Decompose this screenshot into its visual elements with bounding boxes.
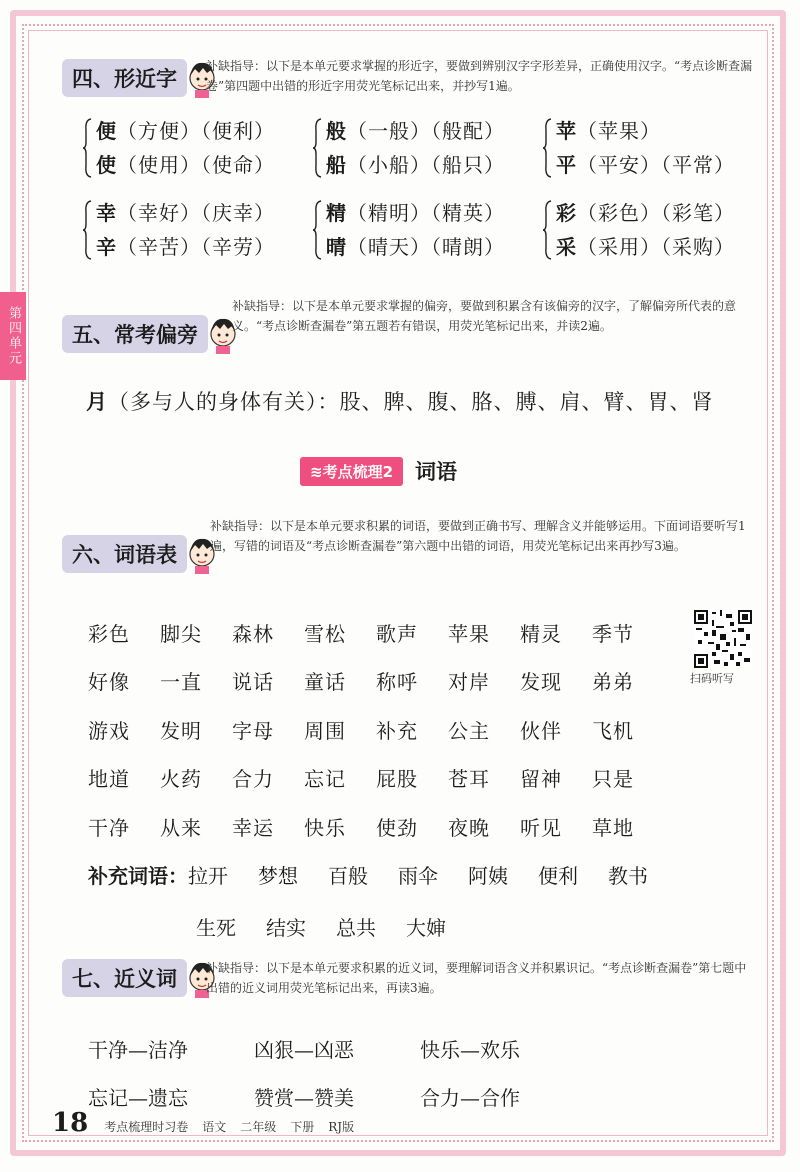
vocab-word: 对岸: [448, 670, 490, 695]
vocab-word: 只是: [592, 767, 634, 792]
section7-header: [62, 958, 219, 998]
similar-char: 苹: [556, 119, 577, 143]
vocab-word: 使劲: [376, 815, 418, 840]
similar-char-row: [96, 114, 275, 148]
supplementary-words: [88, 848, 678, 952]
vocab-word: 说话: [232, 670, 274, 695]
similar-char-group: [556, 196, 735, 264]
similar-char-words: （晴天）（晴朗）: [347, 235, 505, 259]
similar-char-words: （彩色）（彩笔）: [577, 201, 735, 225]
word-row: [88, 705, 664, 754]
similar-char-row: [326, 196, 505, 230]
page-footer: [52, 1108, 368, 1138]
similar-char-words: （方便）（便利）: [117, 119, 275, 143]
vocab-word: 游戏: [88, 718, 130, 743]
vocab-word: 火药: [160, 767, 202, 792]
section6-title: 六、词语表: [62, 535, 187, 573]
supp-word: 大婶: [406, 915, 446, 940]
supp-word: 教书: [608, 863, 648, 888]
radical-char: 月: [86, 389, 108, 414]
section7-guide: 补缺指导：以下是本单元要求积累的近义词，要理解词语含义并积累识记。“考点诊断查漏卷”第七题中出错的近义词用荧光笔标记出来，再读3遍。: [206, 961, 747, 995]
similar-char: 精: [326, 201, 347, 225]
kd-label: ≋考点梳理2: [300, 457, 403, 486]
vocab-word: 草地: [592, 815, 634, 840]
word-table: [88, 608, 664, 851]
similar-char-words: （使用）（使命）: [117, 153, 275, 177]
word-row: [88, 802, 664, 851]
vocab-word: 伙伴: [520, 718, 562, 743]
similar-char: 便: [96, 119, 117, 143]
supp-word: 结实: [266, 915, 306, 940]
synonym-pair: 忘记—遗忘: [88, 1085, 188, 1110]
vocab-word: 周围: [304, 718, 346, 743]
similar-char-words: （幸好）（庆幸）: [117, 201, 275, 225]
supp-word: 阿姨: [468, 863, 508, 888]
vocab-word: 歌声: [376, 621, 418, 646]
vocab-word: 童话: [304, 670, 346, 695]
section5-title: 五、常考偏旁: [62, 315, 208, 353]
supp-word: 总共: [336, 915, 376, 940]
qr-caption: 扫码听写: [690, 672, 734, 685]
vocab-word: 发明: [160, 718, 202, 743]
section4-guide: 补缺指导：以下是本单元要求掌握的形近字，要做到辨别汉字字形差异，正确使用汉字。“考点诊断查漏卷”第四题中出错的形近字用荧光笔标记出来，并抄写1遍。: [206, 59, 753, 93]
brace-icon: [312, 118, 322, 178]
vocab-word: 称呼: [376, 670, 418, 695]
similar-char-row: [96, 196, 275, 230]
vocab-word: 听见: [520, 815, 562, 840]
similar-char-group: [326, 114, 505, 182]
synonym-pair: 凶狠—凶恶: [254, 1037, 354, 1062]
brace-icon: [542, 118, 552, 178]
word-row: [88, 608, 664, 657]
similar-char-row: [556, 114, 735, 148]
vocab-word: 雪松: [304, 621, 346, 646]
vocab-word: 一直: [160, 670, 202, 695]
footer-grade: 二年级: [240, 1120, 277, 1134]
supp-word: 便利: [538, 863, 578, 888]
radical-chars: 股、脾、腹、胳、膊、肩、臂、胃、肾: [339, 390, 714, 414]
similar-char-group: [96, 196, 275, 264]
synonym-pair: 干净—洁净: [88, 1037, 188, 1062]
vocab-word: 屁股: [376, 767, 418, 792]
section5-guide: 补缺指导：以下是本单元要求掌握的偏旁，要做到积累含有该偏旁的汉字，了解偏旁所代表的意义。“考点诊断查漏卷”第五题若有错误，用荧光笔标记出来，并读2遍。: [232, 299, 737, 333]
similar-char-group: [556, 114, 735, 182]
vocab-word: 彩色: [88, 621, 130, 646]
section5-header: [62, 314, 240, 354]
unit-tab: 第四单元: [0, 292, 26, 380]
word-row: [88, 657, 664, 706]
synonym-row: [88, 1024, 586, 1072]
page-number: 18: [52, 1108, 89, 1138]
brace-icon: [542, 200, 552, 260]
supp-word: 生死: [196, 915, 236, 940]
vocab-word: 幸运: [232, 815, 274, 840]
vocab-word: 发现: [520, 670, 562, 695]
similar-char-row: [96, 148, 275, 182]
similar-char: 幸: [96, 201, 117, 225]
vocab-word: 弟弟: [592, 670, 634, 695]
vocab-word: 苍耳: [448, 767, 490, 792]
brace-icon: [312, 200, 322, 260]
vocab-word: 季节: [592, 621, 634, 646]
vocab-word: 忘记: [304, 767, 346, 792]
similar-char: 使: [96, 153, 117, 177]
similar-char-row: [556, 196, 735, 230]
vocab-word: 干净: [88, 815, 130, 840]
supp-word: 雨伞: [398, 863, 438, 888]
vocab-word: 公主: [448, 718, 490, 743]
brace-icon: [82, 118, 92, 178]
vocab-word: 字母: [232, 718, 274, 743]
similar-char: 船: [326, 153, 347, 177]
section6-header: [62, 534, 219, 574]
vocab-word: 脚尖: [160, 621, 202, 646]
similar-char: 平: [556, 153, 577, 177]
synonym-list: [88, 1024, 586, 1120]
section6-guide: 补缺指导：以下是本单元要求积累的词语，要做到正确书写、理解含义并能够运用。下面词语要听写1遍，写错的词语及“考点诊断查漏卷”第六题中出错的词语，用荧光笔标记出来再抄写3遍。: [210, 519, 746, 553]
similar-char-words: （平安）（平常）: [577, 153, 735, 177]
footer-edition: RJ版: [328, 1120, 355, 1134]
synonym-pair: 合力—合作: [420, 1085, 520, 1110]
footer-term: 下册: [290, 1120, 315, 1134]
vocab-word: 苹果: [448, 621, 490, 646]
similar-char-row: [96, 230, 275, 264]
similar-char-row: [326, 148, 505, 182]
supp-word: 梦想: [258, 863, 298, 888]
similar-char: 辛: [96, 235, 117, 259]
similar-char-words: （小船）（船只）: [347, 153, 505, 177]
similar-char-row: [326, 230, 505, 264]
radical-meaning: （多与人的身体有关）：: [108, 390, 340, 414]
footer-subject: 语文: [202, 1120, 227, 1134]
similar-char-row: [556, 230, 735, 264]
similar-char-words: （辛苦）（辛劳）: [117, 235, 275, 259]
word-row: [88, 754, 664, 803]
vocab-word: 补充: [376, 718, 418, 743]
synonym-pair: 赞赏—赞美: [254, 1085, 354, 1110]
similar-char-words: （苹果）: [577, 119, 661, 143]
similar-char-group: [96, 114, 275, 182]
section4-header: [62, 58, 219, 98]
radical-line: [86, 386, 714, 416]
similar-char-row: [326, 114, 505, 148]
similar-char-words: （采用）（采购）: [577, 235, 735, 259]
vocab-word: 快乐: [304, 815, 346, 840]
synonym-pair: 快乐—欢乐: [420, 1037, 520, 1062]
similar-char: 采: [556, 235, 577, 259]
qr-code-icon[interactable]: [694, 610, 752, 668]
vocab-word: 精灵: [520, 621, 562, 646]
kd-banner: [300, 456, 457, 486]
vocab-word: 夜晚: [448, 815, 490, 840]
similar-char: 般: [326, 119, 347, 143]
similar-char-row: [556, 148, 735, 182]
supp-word: 拉开: [188, 863, 228, 888]
similar-char-group: [326, 196, 505, 264]
similar-char: 彩: [556, 201, 577, 225]
similar-char-words: （精明）（精英）: [347, 201, 505, 225]
section4-title: 四、形近字: [62, 59, 187, 97]
vocab-word: 森林: [232, 621, 274, 646]
kd-title: 词语: [415, 460, 458, 484]
similar-char-words: （一般）（般配）: [347, 119, 505, 143]
vocab-word: 飞机: [592, 718, 634, 743]
footer-book: 考点梳理时习卷: [104, 1120, 189, 1134]
vocab-word: 从来: [160, 815, 202, 840]
section7-title: 七、近义词: [62, 959, 187, 997]
vocab-word: 好像: [88, 670, 130, 695]
supp-word: 百般: [328, 863, 368, 888]
similar-char: 晴: [326, 235, 347, 259]
brace-icon: [82, 200, 92, 260]
vocab-word: 地道: [88, 767, 130, 792]
supp-label: 补充词语：: [88, 863, 188, 888]
vocab-word: 留神: [520, 767, 562, 792]
vocab-word: 合力: [232, 767, 274, 792]
